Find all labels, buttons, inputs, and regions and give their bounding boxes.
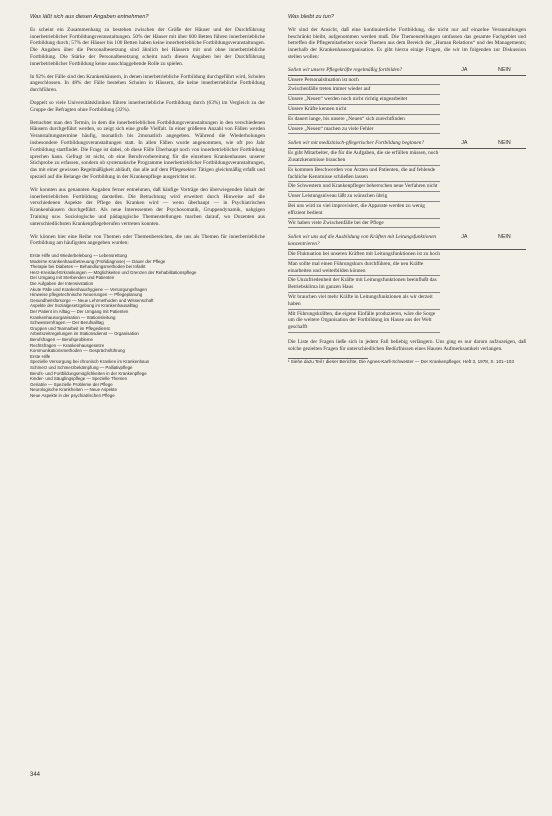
question-text: Sollen wir uns auf die Ausbildung von Kräften mit Leitungsfunktionen konzentrieren? <box>288 234 437 248</box>
topic-item: Schmerz und Schmerzbekämpfung — Palliativpflege <box>30 364 133 370</box>
page-number: 344 <box>30 772 41 778</box>
question-item: Unsere „Neuen“ werden noch nicht richtig eingearbeitet <box>288 95 440 105</box>
question-item: Unsere Kräfte kennen nicht <box>288 105 440 115</box>
question-item: Wir brauchen viel mehr Kräfte in Leitungsfunktionen als wir derzeit haben <box>288 293 440 310</box>
topic-item: Der Patient im Alltag — Der Umgang mit Patienten <box>30 309 129 315</box>
topic-item: Herz-Kreislauf-Erkrankungen — Möglichkeiten und Grenzen der Rehabilitationspflege <box>30 269 197 275</box>
question-text: Sollen wir mit medizinisch-pflegerischer Fortbildung beginnen? <box>288 140 425 147</box>
closing-paragraph: Die Liste der Fragen ließe sich in jedem Fall beliebig verlängern. Uns ging es nur darum aufzuzeigen, daß solche gezielten Fragen für unterschiedlichen Bedürfnissen eines Hauses Aufmerksamkeit verlangen. <box>288 338 526 352</box>
topic-item: Kinder- und Säuglingspflege — Spezielle Themen <box>30 376 128 382</box>
question-item: Die Schwestern und Krankenpfleger beherrschen neue Verfahren nicht <box>288 182 440 192</box>
paragraph: Betrachtet man den Termin, in dem die innerbetrieblichen Fortbildungsveranstaltungen in den verschiedenen Häusern durchgeführt werden, so zeigt sich eine große Vielfalt. In einer größeren Anzahl von Fällen werden Veranstaltungstermine häufig, monatlich bis 2monatlich angegeben. Während die Wiederholungen insbesondere Fortbildungsveranstaltungen statt. In allen Fällen wurde angenommen, wie oft pro Jahr Fortbildung stattfindet. Die Frage ist dabei, ob diese Fälle Überhaupt noch von innerbetrieblicher Fortbildung sprechen kann. Gefragt ist nicht, ob eine Berufsvorbereitung für die einzelnen Krankenhauses unserer Stichprobe zu erfassen, sondern ob systematische Programme innerbetrieblicher Fortbildungsveranstaltungen, das mit einer gewissen Regelmäßigkeit abläuft, das alle auf dem Pflegesektor Tätigen gleichmäßig erfaßt und speziell auf die Belange der Fortbildung in der Krankenpflege ausgerichtet ist. <box>30 119 265 180</box>
yes-label: JA <box>461 140 468 147</box>
yes-label: JA <box>461 66 468 73</box>
answer-columns <box>446 67 526 74</box>
paragraph: In 92% der Fälle sind den Krankenhäusern, in denen innerbetriebliche Fortbildung durchgeführt wird, Schulen angeschlossen. In 48% der Fälle bestehen Schulen in Häusern, die keine innerbetriebliche Fortbildung durchführen. <box>30 73 265 94</box>
left-heading: Was läßt sich aus diesen Angaben entnehmen? <box>30 14 149 20</box>
topic-item: Therapie bei Diabetes — Behandlungsmethoden bei Infarkt <box>30 264 146 270</box>
topic-item: Aspekte der Sozialgesetzgebung im Krankenhausalltag <box>30 303 138 309</box>
paragraph: Wir konnten aus genannten Angaben ferner entnehmen, daß häufige Vorträge den überwiegenden Inhalt der innerbetrieblichen Fortbildung darstellen. Die Betrachtung wird erweitert durch Hinweise auf die verschiedenen Aspekte der Pflege des Kranken wird — wenn überhaupt — in Psychiatrischen Krankenhäusern durchgeführt. Als neue Interessenten der Psychosomatik, Gruppendynamik, nahgigen Training usw. Soziologische und pädagogische Themenstellungen machen darauf, wo Dozenten aus unterschiedlichsten Krankenpflegeberufen vertreten konnten. <box>30 186 265 227</box>
answer-columns <box>446 140 526 147</box>
topic-item: Akute Fälle und Krankenhaushygiene — Versorgungsfragen <box>30 286 147 292</box>
topic-item: Der Umgang mit Sterbenden und Patienten <box>30 275 115 281</box>
question-item: Die Fluktuation bei unseren Kräften mit Leitungsfunktionen ist zu hoch <box>288 250 440 260</box>
yes-label: JA <box>461 234 468 241</box>
question-item: Unser Leistungsniveau läßt zu wünschen übrig <box>288 192 440 202</box>
question-item: Es gibt Mitarbeiter, die für die Aufgaben, die sie erfüllen müssen, noch Zusatzkenntnisse brauchen <box>288 149 440 166</box>
paragraph: Doppelt so viele Universitätskliniken führen innerbetriebliche Fortbildung durch (63%) im Vergleich zu der Gruppe der Befragten ohne Fortbildung (32%). <box>30 99 265 113</box>
topic-item: Kommunikationsmethoden — Gesprächsführung <box>30 348 125 354</box>
paragraph: Wir können hier eine Reihe von Themen oder Themenbereichen, die uns als Themen für innerbetriebliche Fortbildung am häufigsten angegeben wurden: <box>30 233 265 247</box>
topic-list <box>30 253 265 398</box>
question-item: Unsere Personalsituation ist noch <box>288 76 440 86</box>
question-item: Wir haben viele Zwischenfälle bei der Pflege <box>288 219 440 229</box>
topic-item: Erste Hilfe und Wiederbelebung — Lebensrettung <box>30 253 127 259</box>
left-column <box>30 14 265 399</box>
topic-item: Gruppen und Teamarbeit im Pflegedienst <box>30 325 110 331</box>
topic-item: Spezielle Versorgung bei chronisch Kranken im Krankenhaus <box>30 359 150 365</box>
question-item: Bei uns wird zu viel improvisiert, die Apparate werden zu wenig effizient bedient <box>288 202 440 219</box>
question-header <box>288 234 526 250</box>
footnote: ¹ Siehe dazu Teil I dieser Berichte, Die Agnes-Karll-Schwester — Der Krankenpfleger, Heft 3, 1978, S. 101–103 <box>288 359 514 365</box>
paragraph: Es scheint ein Zusammenhang zu bestehen zwischen der Größe der Häuser und der Durchführung innerbetrieblicher Fortbildungsveranstaltungen. 50% der Häuser mit über 600 Betten führen innerbetriebliche Fortbildung durch; 57% der Häuser bis 100 Betten haben keine innerbetriebliche Fortbildungsveranstaltungen. Die Angaben über die Personalbesetzung sind ähnlich bei Häusern mit und ohne innerbetriebliche Fortbildung. Die Stärke der Personalbesetzung scheint nach diesen Angaben bei der Durchführung innerbetrieblicher Fortbildung keine ausschlaggebende Rolle zu spielen. <box>30 26 265 67</box>
topic-item: Berufsfragen — Berufsprobleme <box>30 337 93 343</box>
question-item: Zwischenfälle treten immer wieder auf <box>288 85 440 95</box>
topic-item: Die Aufgaben der Intensivstation <box>30 281 94 287</box>
question-item: Mit Führungskräften, die eigene Einfälle produzieren, wäre die Sorge um die weitere Organisation der Fortbildung im Hause aus der Welt geschafft <box>288 310 440 333</box>
topic-item: Arbeitszeitregelungen im Stationsdienst — Organisation <box>30 331 139 337</box>
no-label: NEIN <box>498 66 511 73</box>
topic-item: Gesundheitsfürsorge — Neue Lehrmethoden und Wissenschaft <box>30 297 154 303</box>
question-header <box>288 67 526 76</box>
topic-item: Schwesternfragen — Der Berufsalltag <box>30 320 104 326</box>
topic-item: Geriatrie — Spezielle Probleme der Pflege <box>30 381 113 387</box>
question-item: Es kommen Beschwerden von Ärzten und Patienten, die auf fehlende fachliche Kenntnisse schließen lassen <box>288 166 440 183</box>
topic-item: Hinweise pflegetechnische Neuerungen — Pflegeplanung <box>30 292 143 298</box>
question-text: Sollen wir unsere Pflegekräfte regelmäßig fortbilden? <box>288 66 403 73</box>
question-header <box>288 140 526 149</box>
no-label: NEIN <box>498 234 511 241</box>
answer-columns <box>446 234 526 248</box>
intro-paragraph: Wir sind der Ansicht, daß eine kontinuierliche Fortbildung, die nicht nur auf einzelne Veranstaltungen beschränkt bleibt, aufgenommen werden muß. Die Themenstellungen umfassen das gesamte Fachgebiet und betreffen die Pflegemitarbeiter sowie Themen aus dem Bereich der „Human Relations“ und des Managements; innerhalb der Krankenhausorganisation. Es gibt hierzu einige Fragen, die wir im folgenden zur Diskussion stellen wollen: <box>288 26 526 60</box>
question-item: Unsere „Neuen“ machen zu viele Fehler <box>288 125 440 135</box>
topic-item: Neurologische Krankheiten — Neue Aspekte <box>30 387 117 393</box>
topic-item: Berufs- und Fortbildungsmöglichkeiten in der Krankenpflege <box>30 370 147 376</box>
right-column <box>288 14 526 365</box>
question-item: Es dauert lange, bis unsere „Neuen“ sich zurechtfinden <box>288 115 440 125</box>
no-label: NEIN <box>498 140 511 147</box>
topic-item: Erste Hilfe <box>30 353 51 359</box>
topic-item: Rechtsfragen — Krankenhausgesetze <box>30 342 105 348</box>
topic-item: Moderne Krankenhausbetreuung (Frühdiagnose) — Dauer der Pflege <box>30 258 166 264</box>
questionnaire <box>288 67 526 333</box>
question-item: Die Unzufriedenheit der Kräfte mit Leitungsfunktionen beeinflußt das Betriebsklima im ganzen Haus <box>288 276 440 293</box>
question-item: Man sollte mal einen Führungskurs durchführen, die neu Kräfte einarbeiten und weiterbilden können <box>288 260 440 277</box>
topic-item: Neue Aspekte in der psychiatrischen Pflege <box>30 392 115 398</box>
right-heading: Was bleibt zu tun? <box>288 14 334 20</box>
topic-item: Krankenhausorganisation — Stationsleitung <box>30 314 116 320</box>
